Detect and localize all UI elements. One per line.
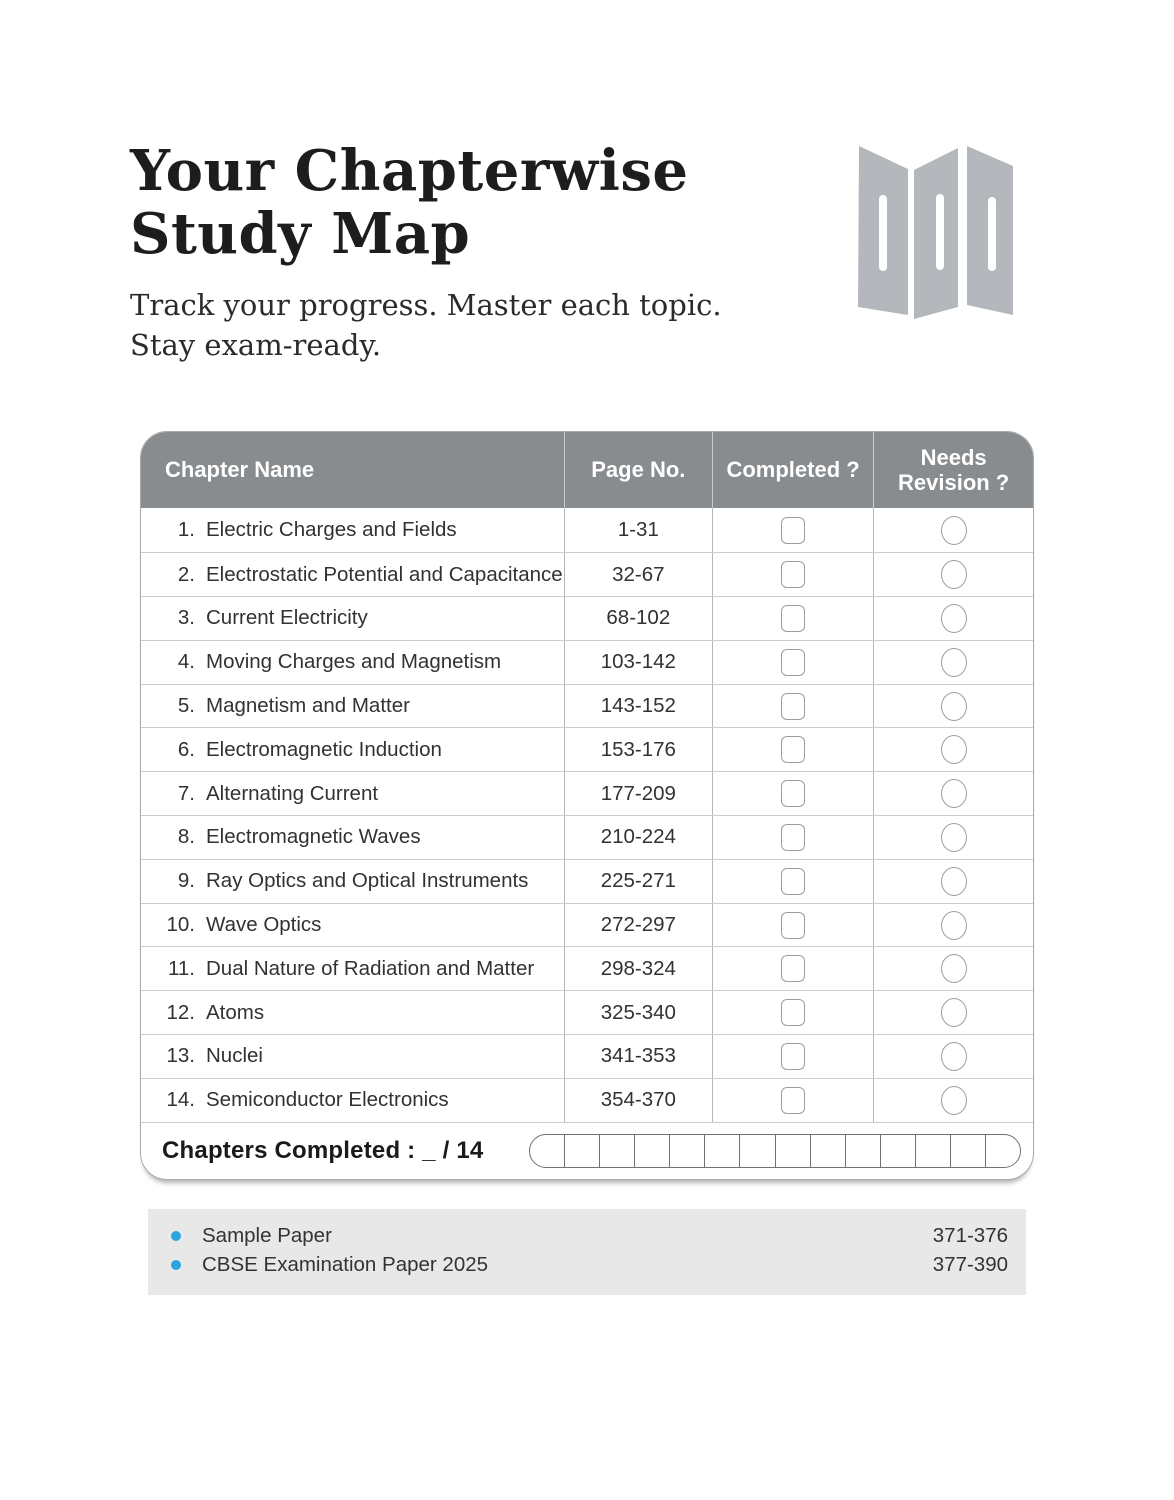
page-range: 298-324 <box>564 947 712 990</box>
tracker-cell[interactable] <box>739 1135 774 1167</box>
chapter-number: 8. <box>177 825 195 849</box>
completed-checkbox[interactable] <box>781 912 805 939</box>
chapter-name: Magnetism and Matter <box>206 694 410 718</box>
extra-paper-label: CBSE Examination Paper 2025 <box>202 1253 489 1277</box>
page-range: 272-297 <box>564 904 712 947</box>
chapter-number: 6. <box>177 737 195 761</box>
completed-checkbox[interactable] <box>781 561 805 588</box>
completed-checkbox[interactable] <box>781 517 805 544</box>
page-range: 68-102 <box>564 597 712 640</box>
table-row <box>141 859 1033 903</box>
completed-checkbox[interactable] <box>781 736 805 763</box>
chapter-number: 7. <box>177 781 195 805</box>
needs-revision-circle[interactable] <box>941 911 967 940</box>
chapter-name: Current Electricity <box>206 606 368 630</box>
chapter-number: 1. <box>177 518 195 542</box>
needs-revision-circle[interactable] <box>941 1086 967 1115</box>
page-header <box>0 0 1174 365</box>
chapter-name: Electromagnetic Induction <box>206 737 442 761</box>
table-row <box>141 1034 1033 1078</box>
title-line-1: Your Chapterwise <box>130 138 689 204</box>
tracker-cell[interactable] <box>845 1135 880 1167</box>
table-row <box>141 815 1033 859</box>
tracker-cell[interactable] <box>669 1135 704 1167</box>
table-row <box>141 640 1033 684</box>
header-chapter-name: Chapter Name <box>165 457 315 483</box>
chapters-completed-label: Chapters Completed : _ / 14 <box>162 1136 484 1164</box>
page-title <box>130 140 722 265</box>
tracker-cell[interactable] <box>810 1135 845 1167</box>
needs-revision-circle[interactable] <box>941 735 967 764</box>
chapter-name: Ray Optics and Optical Instruments <box>206 869 529 893</box>
page-range: 354-370 <box>564 1079 712 1122</box>
chapter-number: 5. <box>177 694 195 718</box>
page-subtitle <box>130 285 722 365</box>
completed-checkbox[interactable] <box>781 780 805 807</box>
table-row <box>141 903 1033 947</box>
completed-checkbox[interactable] <box>781 605 805 632</box>
study-map-table <box>140 431 1034 1179</box>
chapter-name: Alternating Current <box>206 781 379 805</box>
title-line-2: Study Map <box>130 200 471 267</box>
table-row <box>141 508 1033 552</box>
page-range: 32-67 <box>564 553 712 596</box>
tracker-cell[interactable] <box>634 1135 669 1167</box>
tracker-cell[interactable] <box>530 1135 564 1167</box>
chapter-number: 2. <box>177 562 195 586</box>
chapter-name: Semiconductor Electronics <box>206 1088 449 1112</box>
header-needs-revision: Needs Revision ? <box>873 432 1033 508</box>
tracker-cell[interactable] <box>915 1135 950 1167</box>
tracker-cell[interactable] <box>775 1135 810 1167</box>
extra-paper-label: Sample Paper <box>202 1224 332 1248</box>
tracker-cell[interactable] <box>985 1135 1020 1167</box>
chapter-name: Dual Nature of Radiation and Matter <box>206 956 535 980</box>
page-range: 1-31 <box>564 508 712 552</box>
table-body <box>141 508 1033 1121</box>
chapter-name: Electrostatic Potential and Capacitance <box>206 562 563 586</box>
tracker-cell[interactable] <box>880 1135 915 1167</box>
table-row <box>141 1078 1033 1122</box>
chapter-number: 9. <box>177 869 195 893</box>
page-range: 210-224 <box>564 816 712 859</box>
chapter-name: Wave Optics <box>206 913 322 937</box>
completed-checkbox[interactable] <box>781 693 805 720</box>
table-row <box>141 771 1033 815</box>
table-row <box>141 596 1033 640</box>
table-row <box>141 684 1033 728</box>
table-row <box>141 552 1033 596</box>
page-range: 341-353 <box>564 1035 712 1078</box>
chapter-name: Atoms <box>206 1000 265 1024</box>
chapter-name: Moving Charges and Magnetism <box>206 650 502 674</box>
completed-checkbox[interactable] <box>781 1043 805 1070</box>
bullet-icon <box>171 1260 181 1270</box>
page-range: 325-340 <box>564 991 712 1034</box>
completed-checkbox[interactable] <box>781 1087 805 1114</box>
page-range: 153-176 <box>564 728 712 771</box>
needs-revision-circle[interactable] <box>941 604 967 633</box>
chapter-number: 4. <box>177 650 195 674</box>
needs-revision-circle[interactable] <box>941 779 967 808</box>
page-range: 177-209 <box>564 772 712 815</box>
extra-paper-pages: 371-376 <box>932 1224 1008 1248</box>
page-range: 103-142 <box>564 641 712 684</box>
needs-revision-circle[interactable] <box>941 823 967 852</box>
chapter-name: Electromagnetic Waves <box>206 825 421 849</box>
page-range: 225-271 <box>564 860 712 903</box>
tracker-cell[interactable] <box>704 1135 739 1167</box>
folded-map-icon <box>858 146 1016 327</box>
chapter-number: 12. <box>166 1000 195 1024</box>
extra-paper-pages: 377-390 <box>932 1253 1008 1277</box>
chapters-progress-tracker <box>529 1134 1021 1168</box>
table-row <box>141 946 1033 990</box>
table-footer <box>141 1122 1033 1179</box>
chapter-number: 3. <box>177 606 195 630</box>
completed-checkbox[interactable] <box>781 999 805 1026</box>
subtitle-line-2: Stay exam-ready. <box>130 328 382 363</box>
chapter-name: Nuclei <box>206 1044 263 1068</box>
completed-checkbox[interactable] <box>781 824 805 851</box>
completed-checkbox[interactable] <box>781 649 805 676</box>
needs-revision-circle[interactable] <box>941 516 967 545</box>
bullet-icon <box>171 1231 181 1241</box>
needs-revision-circle[interactable] <box>941 648 967 677</box>
list-item <box>164 1251 1010 1280</box>
table-row <box>141 990 1033 1034</box>
subtitle-line-1: Track your progress. Master each topic. <box>130 288 722 323</box>
chapter-name: Electric Charges and Fields <box>206 518 457 542</box>
needs-revision-circle[interactable] <box>941 692 967 721</box>
table-header-row <box>141 432 1033 508</box>
page-range: 143-152 <box>564 685 712 728</box>
extra-papers-bar <box>148 1209 1026 1295</box>
tracker-cell[interactable] <box>564 1135 599 1167</box>
tracker-cell[interactable] <box>950 1135 985 1167</box>
chapter-number: 10. <box>166 913 195 937</box>
tracker-cell[interactable] <box>599 1135 634 1167</box>
header-completed: Completed ? <box>712 432 873 508</box>
chapter-number: 11. <box>168 956 195 980</box>
needs-revision-circle[interactable] <box>941 867 967 896</box>
needs-revision-circle[interactable] <box>941 560 967 589</box>
chapter-number: 14. <box>166 1088 195 1112</box>
chapter-number: 13. <box>166 1044 195 1068</box>
needs-revision-circle[interactable] <box>941 954 967 983</box>
completed-checkbox[interactable] <box>781 955 805 982</box>
needs-revision-circle[interactable] <box>941 998 967 1027</box>
completed-checkbox[interactable] <box>781 868 805 895</box>
list-item <box>164 1222 1010 1251</box>
header-page-no: Page No. <box>564 432 712 508</box>
needs-revision-circle[interactable] <box>941 1042 967 1071</box>
table-row <box>141 727 1033 771</box>
